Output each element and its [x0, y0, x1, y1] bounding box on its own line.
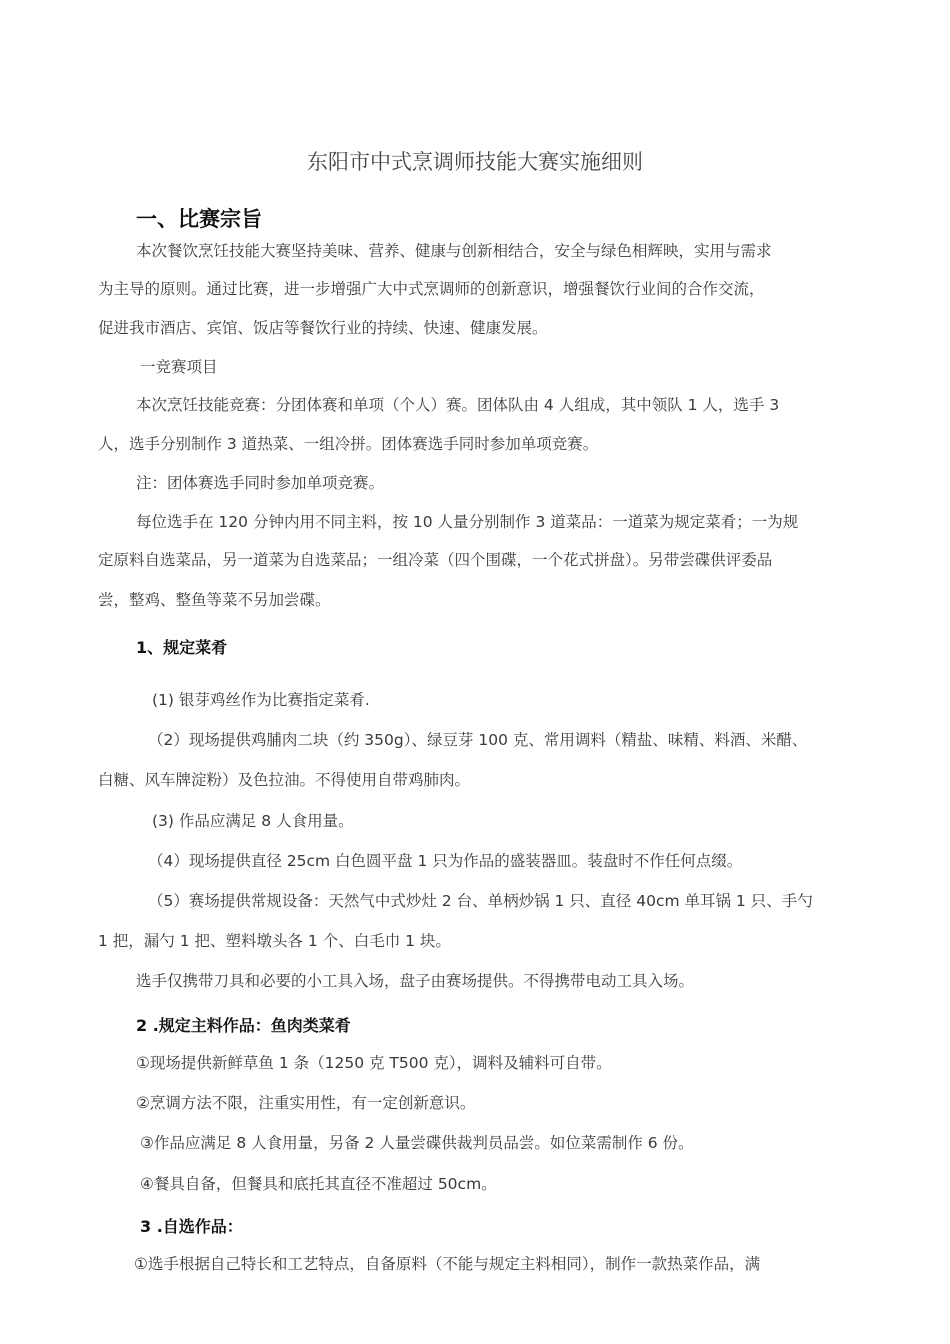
list-item: ①现场提供新鲜草鱼 1 条（1250 克 T500 克），调料及辅料可自带。 [136, 1054, 612, 1072]
list-item: ③作品应满足 8 人食用量，另备 2 人量尝碟供裁判员品尝。如位菜需制作 6 份。 [140, 1134, 694, 1152]
list-item: ④餐具自备，但餐具和底托其直径不准超过 50cm。 [140, 1175, 497, 1193]
list-item: （5）赛场提供常规设备：天然气中式炒灶 2 台、单柄炒锅 1 只、直径 40cm 单耳锅 1 只、手勺 [148, 892, 813, 910]
list-item: 白糖、风车牌淀粉）及色拉油。不得使用自带鸡肺肉。 [98, 771, 471, 789]
paragraph-line: 本次餐饮烹饪技能大赛坚持美味、营养、健康与创新相结合，安全与绿色相辉映，实用与需求 [136, 242, 772, 260]
list-item: (3) 作品应满足 8 人食用量。 [152, 812, 354, 830]
note-line: 注：团体赛选手同时参加单项竞赛。 [136, 474, 385, 492]
list-item: (1) 银芽鸡丝作为比赛指定菜肴. [152, 691, 370, 709]
paragraph-line: 尝，整鸡、整鱼等菜不另加尝碟。 [98, 591, 331, 609]
document-title: 东阳市中式烹调师技能大赛实施细则 [307, 150, 643, 174]
paragraph-line: 本次烹饪技能竞赛：分团体赛和单项（个人）赛。团体队由 4 人组成，其中领队 1 人，选手 3 [136, 396, 780, 414]
heading-item-1: 1、规定菜肴 [136, 638, 228, 657]
sub-heading-competition-items: 一竞赛项目 [140, 358, 218, 376]
list-item: 1 把，漏勺 1 把、塑料墩头各 1 个、白毛巾 1 块。 [98, 932, 451, 950]
heading-item-2: 2 .规定主料作品：鱼肉类菜肴 [136, 1016, 351, 1035]
paragraph-line: 定原料自选菜品，另一道菜为自选菜品；一组冷菜（四个围碟，一个花式拼盘）。另带尝碟供评委品 [98, 551, 773, 569]
paragraph-line: 人，选手分别制作 3 道热菜、一组冷拼。团体赛选手同时参加单项竞赛。 [98, 435, 599, 453]
list-item: （2）现场提供鸡脯肉二块（约 350g）、绿豆芽 100 克、常用调料（精盐、味精、料酒、米醋、 [148, 731, 808, 749]
heading-item-3: 3 .自选作品： [140, 1217, 243, 1236]
paragraph-line: 促进我市酒店、宾馆、饭店等餐饮行业的持续、快速、健康发展。 [98, 319, 548, 337]
list-item: （4）现场提供直径 25cm 白色圆平盘 1 只为作品的盛装器皿。装盘时不作任何点缀。 [148, 852, 743, 870]
list-item: ②烹调方法不限，注重实用性，有一定创新意识。 [136, 1094, 476, 1112]
paragraph-line: 每位选手在 120 分钟内用不同主料，按 10 人量分别制作 3 道菜品：一道菜为规定菜肴；一为规 [136, 513, 799, 531]
tools-note: 选手仅携带刀具和必要的小工具入场，盘子由赛场提供。不得携带电动工具入场。 [136, 972, 695, 990]
list-item: ①选手根据自己特长和工艺特点，自备原料（不能与规定主料相同），制作一款热菜作品，满 [134, 1255, 761, 1273]
section-heading-purpose: 一、比赛宗旨 [136, 207, 262, 231]
paragraph-line: 为主导的原则。通过比赛，进一步增强广大中式烹调师的创新意识，增强餐饮行业间的合作交流， [98, 280, 765, 298]
